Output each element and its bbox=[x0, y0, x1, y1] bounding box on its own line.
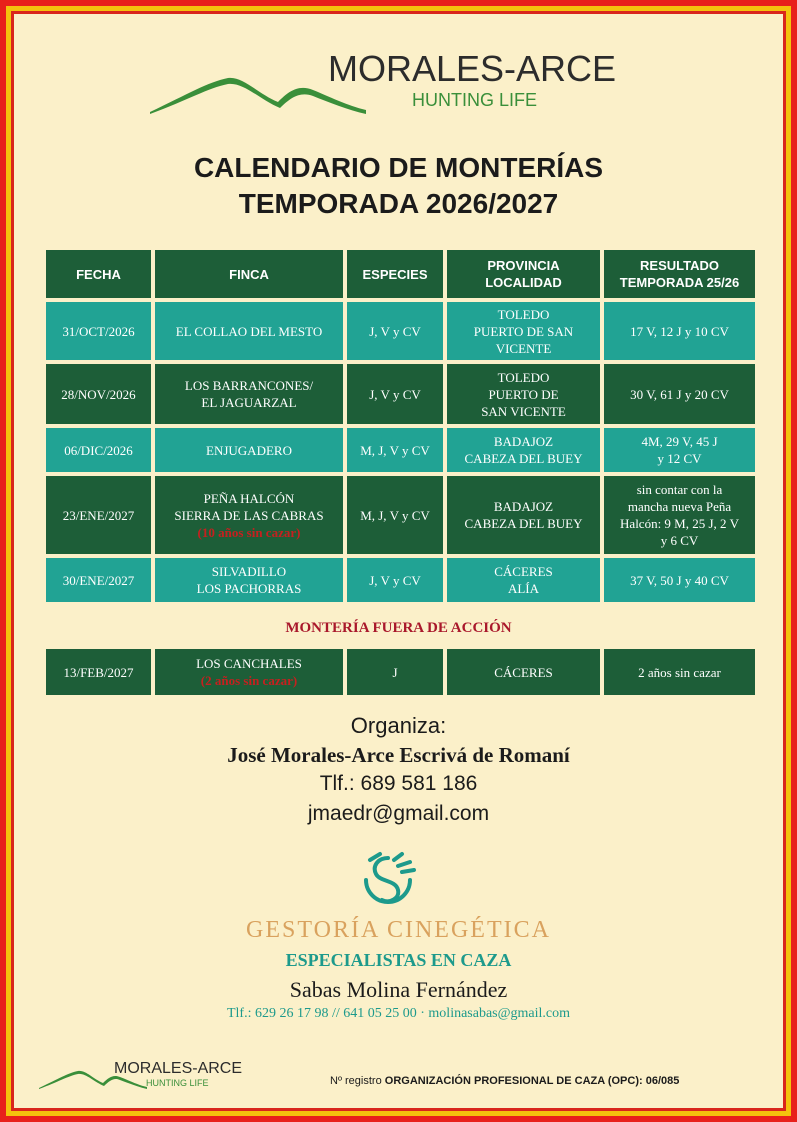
gestoria-name: GESTORÍA CINEGÉTICA bbox=[246, 917, 551, 943]
footer-brand-name: MORALES-ARCE bbox=[114, 1060, 243, 1077]
organizer-label: Organiza: bbox=[350, 713, 447, 738]
table-row bbox=[46, 558, 755, 602]
table-header-row bbox=[46, 250, 755, 298]
header-especies: ESPECIES bbox=[347, 250, 443, 298]
header-resultado: RESULTADO TEMPORADA 25/26 bbox=[604, 250, 755, 298]
table-row bbox=[46, 364, 755, 424]
calendar-table bbox=[42, 246, 759, 606]
section-label: MONTERÍA FUERA DE ACCIÓN bbox=[285, 620, 512, 636]
cell-resultado: 37 V, 50 J y 40 CV bbox=[604, 558, 755, 602]
cell-finca bbox=[155, 649, 343, 695]
organizer-email[interactable]: jmaedr@gmail.com bbox=[307, 802, 490, 825]
cell-finca: ENJUGADERO bbox=[155, 428, 343, 472]
cell-finca: EL COLLAO DEL MESTO bbox=[155, 302, 343, 360]
registry-prefix: Nº registro bbox=[330, 1075, 382, 1087]
organizer-name: José Morales-Arce Escrivá de Romaní bbox=[227, 743, 570, 767]
cell-especies: J, V y CV bbox=[347, 364, 443, 424]
cell-fecha: 23/ENE/2027 bbox=[46, 476, 151, 554]
cell-especies: M, J, V y CV bbox=[347, 428, 443, 472]
cell-provincia: TOLEDO PUERTO DE SAN VICENTE bbox=[447, 302, 600, 360]
cell-fecha: 13/FEB/2027 bbox=[46, 649, 151, 695]
page-subtitle: TEMPORADA 2026/2027 bbox=[238, 188, 559, 219]
cell-provincia: CÁCERES ALÍA bbox=[447, 558, 600, 602]
table-row bbox=[46, 476, 755, 554]
extra-table bbox=[42, 645, 759, 699]
table-row bbox=[46, 649, 755, 695]
gestoria-contact: Tlf.: 629 26 17 98 // 641 05 25 00 · molinasabas@gmail.com bbox=[226, 1006, 571, 1021]
cell-resultado: 17 V, 12 J y 10 CV bbox=[604, 302, 755, 360]
cell-resultado: 2 años sin cazar bbox=[604, 649, 755, 695]
header-provincia: PROVINCIA LOCALIDAD bbox=[447, 250, 600, 298]
deer-emblem-icon bbox=[350, 850, 425, 910]
cell-finca: LOS BARRANCONES/ EL JAGUARZAL bbox=[155, 364, 343, 424]
brand-name: MORALES-ARCE bbox=[328, 48, 617, 89]
organizer-phone: Tlf.: 689 581 186 bbox=[319, 772, 478, 795]
cell-especies: J, V y CV bbox=[347, 302, 443, 360]
registry-text bbox=[330, 1075, 679, 1087]
cell-provincia: BADAJOZ CABEZA DEL BUEY bbox=[447, 476, 600, 554]
gestoria-tagline: ESPECIALISTAS EN CAZA bbox=[285, 950, 512, 970]
cell-resultado: 30 V, 61 J y 20 CV bbox=[604, 364, 755, 424]
cell-resultado: 4M, 29 V, 45 J y 12 CV bbox=[604, 428, 755, 472]
header-fecha: FECHA bbox=[46, 250, 151, 298]
cell-especies: J, V y CV bbox=[347, 558, 443, 602]
cell-provincia: CÁCERES bbox=[447, 649, 600, 695]
brand-tagline: HUNTING LIFE bbox=[412, 90, 538, 110]
cell-fecha: 28/NOV/2026 bbox=[46, 364, 151, 424]
finca-name: LOS CANCHALES bbox=[196, 656, 302, 671]
page-title: CALENDARIO DE MONTERÍAS bbox=[193, 152, 604, 183]
finca-note: (10 años sin cazar) bbox=[197, 524, 301, 540]
header-finca: FINCA bbox=[155, 250, 343, 298]
cell-fecha: 06/DIC/2026 bbox=[46, 428, 151, 472]
finca-name: PEÑA HALCÓN SIERRA DE LAS CABRAS bbox=[174, 490, 324, 523]
cell-provincia: TOLEDO PUERTO DE SAN VICENTE bbox=[447, 364, 600, 424]
cell-fecha: 30/ENE/2027 bbox=[46, 558, 151, 602]
registry-number: ORGANIZACIÓN PROFESIONAL DE CAZA (OPC): 06/085 bbox=[384, 1075, 680, 1087]
cell-fecha: 31/OCT/2026 bbox=[46, 302, 151, 360]
finca-note: (2 años sin cazar) bbox=[200, 673, 298, 688]
cell-resultado: sin contar con la mancha nueva Peña Halcón: 9 M, 25 J, 2 V y 6 CV bbox=[604, 476, 755, 554]
cell-provincia: BADAJOZ CABEZA DEL BUEY bbox=[447, 428, 600, 472]
cell-finca bbox=[155, 476, 343, 554]
gestoria-person: Sabas Molina Fernández bbox=[289, 977, 508, 1002]
table-row bbox=[46, 302, 755, 360]
footer-brand-tagline: HUNTING LIFE bbox=[146, 1078, 209, 1088]
cell-finca: SILVADILLO LOS PACHORRAS bbox=[155, 558, 343, 602]
table-row bbox=[46, 428, 755, 472]
cell-especies: J bbox=[347, 649, 443, 695]
cell-especies: M, J, V y CV bbox=[347, 476, 443, 554]
